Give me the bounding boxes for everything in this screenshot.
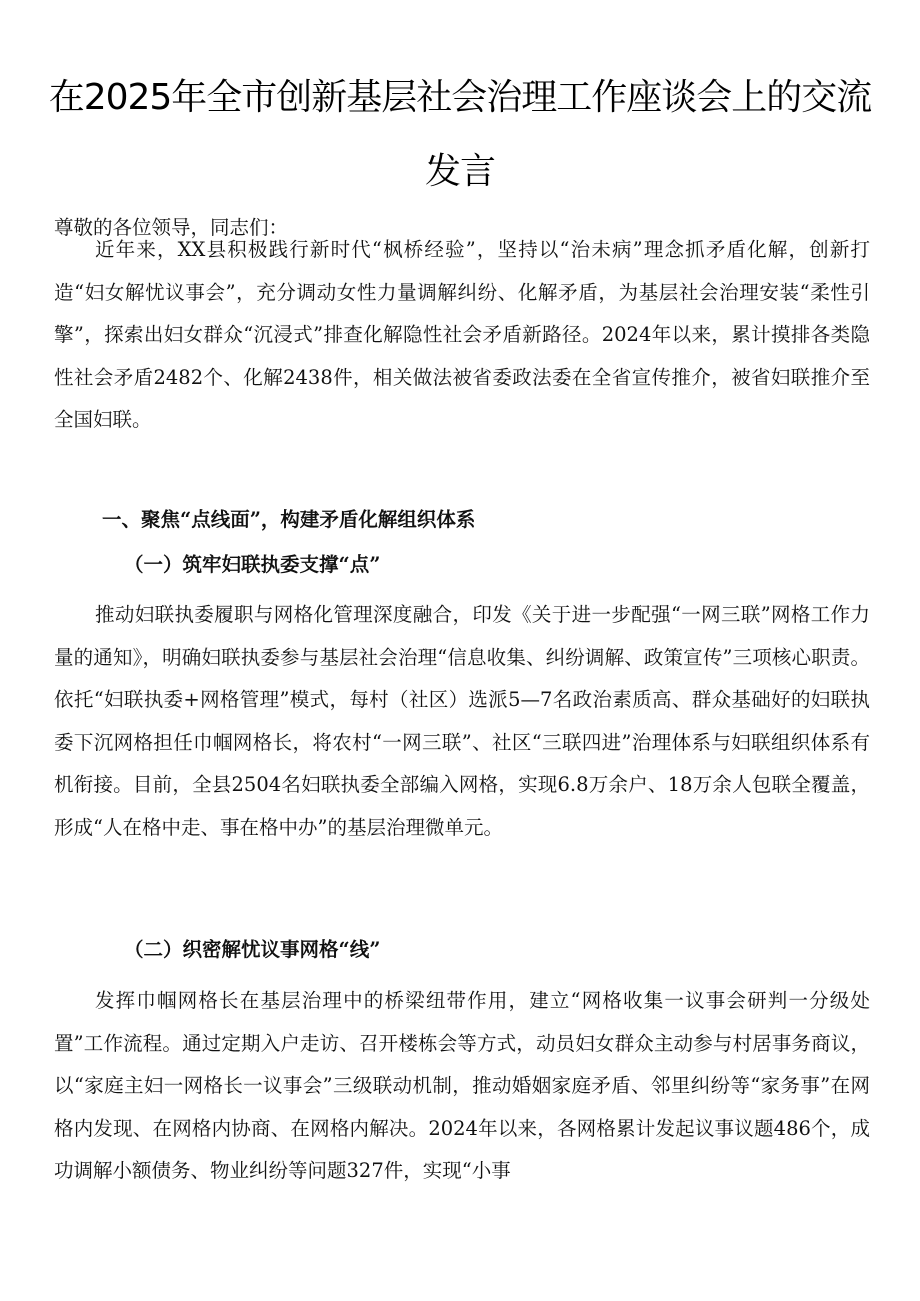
subsection-1-paragraph: 推动妇联执委履职与网格化管理深度融合，印发《关于进一步配强“一网三联”网格工作力量的通知》，明确妇联执委参与基层社会治理“信息收集、纠纷调解、政策宣传”三项核心职责。依托“妇联执委+网格管理”模式，每村（社区）选派5—7名政治素质高、群众基础好的妇联执委下沉网格担任巾帼网格长，将农村“一网三联”、社区“三联四进”治理体系与妇联组织体系有机衔接。目前，全县2504名妇联执委全部编入网格，实现6.8万余户、18万余人包联全覆盖，形成“人在格中走、事在格中办”的基层治理微单元。 — [54, 603, 870, 839]
section-heading-1: 一、聚焦“点线面”，构建矛盾化解组织体系 — [102, 508, 476, 531]
subsection-2-paragraph: 发挥巾帼网格长在基层治理中的桥梁纽带作用，建立“网格收集一议事会研判一分级处置”工作流程。通过定期入户走访、召开楼栋会等方式，动员妇女群众主动参与村居事务商议，以“家庭主妇一网格长一议事会”三级联动机制，推动婚姻家庭矛盾、邻里纠纷等“家务事”在网格内发现、在网格内协商、在网格内解决。2024年以来，各网格累计发起议事议题486个，成功调解小额债务、物业纠纷等问题327件，实现“小事 — [54, 989, 870, 1182]
subsection-heading-1: （一）筑牢妇联执委支撑“点” — [124, 553, 381, 576]
document-title-line-1: 在2025年全市创新基层社会治理工作座谈会上的交流 — [48, 77, 872, 118]
salutation: 尊敬的各位领导，同志们： — [54, 216, 289, 239]
intro-paragraph: 近年来，XX县积极践行新时代“枫桥经验”，坚持以“治未病”理念抓矛盾化解，创新打造“妇女解忧议事会”，充分调动女性力量调解纠纷、化解矛盾，为基层社会治理安装“柔性引擎”，探索出妇女群众“沉浸式”排查化解隐性社会矛盾新路径。2024年以来，累计摸排各类隐性社会矛盾2482个、化解2438件，相关做法被省委政法委在全省宣传推介，被省妇联推介至全国妇联。 — [54, 238, 870, 431]
subsection-heading-2: （二）织密解忧议事网格“线” — [124, 938, 381, 961]
document-title-line-2: 发言 — [424, 151, 495, 192]
